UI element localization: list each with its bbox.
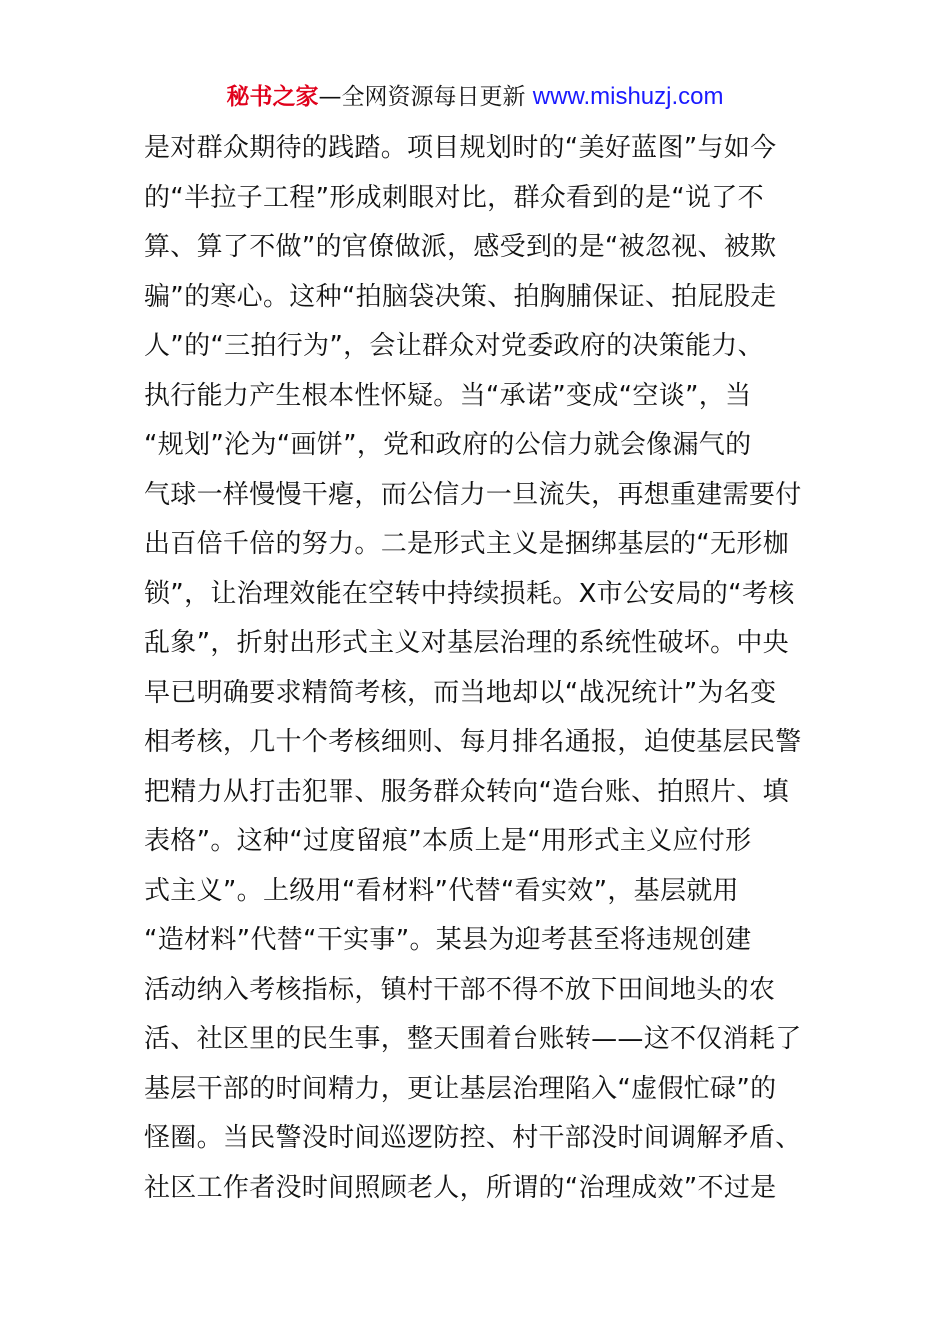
- text-line: 锁”，让治理效能在空转中持续损耗。X市公安局的“考核: [144, 578, 795, 609]
- text-line: 早已明确要求精简考核，而当地却以“战况统计”为名变: [144, 677, 777, 708]
- text-line: 把精力从打击犯罪、服务群众转向“造台账、拍照片、填: [144, 776, 789, 807]
- header-tagline: —全网资源每日更新: [318, 84, 526, 110]
- text-line: 活动纳入考核指标，镇村干部不得不放下田间地头的农: [144, 974, 776, 1005]
- text-line: 的“半拉子工程”形成刺眼对比，群众看到的是“说了不: [144, 182, 764, 213]
- text-line: 表格”。这种“过度留痕”本质上是“用形式主义应付形: [144, 826, 752, 856]
- text-line: 执行能力产生根本性怀疑。当“承诺”变成“空谈”，当: [144, 380, 752, 411]
- text-line: 出百倍千倍的努力。二是形式主义是捆绑基层的“无形枷: [144, 529, 789, 559]
- text-line: 骗”的寒心。这种“拍脑袋决策、拍胸脯保证、拍屁股走: [144, 281, 777, 312]
- text-line: “规划”沦为“画饼”，党和政府的公信力就会像漏气的: [144, 430, 752, 460]
- text-line: 怪圈。当民警没时间巡逻防控、村干部没时间调解矛盾、: [144, 1123, 802, 1153]
- text-line: 式主义”。上级用“看材料”代替“看实效”，基层就用: [144, 875, 739, 906]
- text-line: 基层干部的时间精力，更让基层治理陷入“虚假忙碌”的: [144, 1073, 777, 1104]
- text-line: 活、社区里的民生事，整天围着台账转——这不仅消耗了: [144, 1024, 802, 1054]
- document-body: [144, 124, 814, 1213]
- text-line: 是对群众期待的践踏。项目规划时的“美好蓝图”与如今: [144, 133, 777, 163]
- text-line: 乱象”，折射出形式主义对基层治理的系统性破坏。中央: [144, 628, 789, 658]
- text-line: 算、算了不做”的官僚做派，感受到的是“被忽视、被欺: [144, 232, 777, 262]
- page-header: [0, 80, 950, 114]
- brand-name: 秘书之家: [226, 84, 319, 110]
- text-line: 社区工作者没时间照顾老人，所谓的“治理成效”不过是: [144, 1172, 777, 1203]
- text-line: 人”的“三拍行为”，会让群众对党委政府的决策能力、: [144, 331, 764, 361]
- site-url-link[interactable]: www.mishuzj.com: [532, 83, 724, 110]
- text-line: “造材料”代替“干实事”。某县为迎考甚至将违规创建: [144, 925, 752, 955]
- text-line: 气球一样慢慢干瘪，而公信力一旦流失，再想重建需要付: [144, 479, 802, 510]
- text-line: 相考核，几十个考核细则、每月排名通报，迫使基层民警: [144, 727, 802, 757]
